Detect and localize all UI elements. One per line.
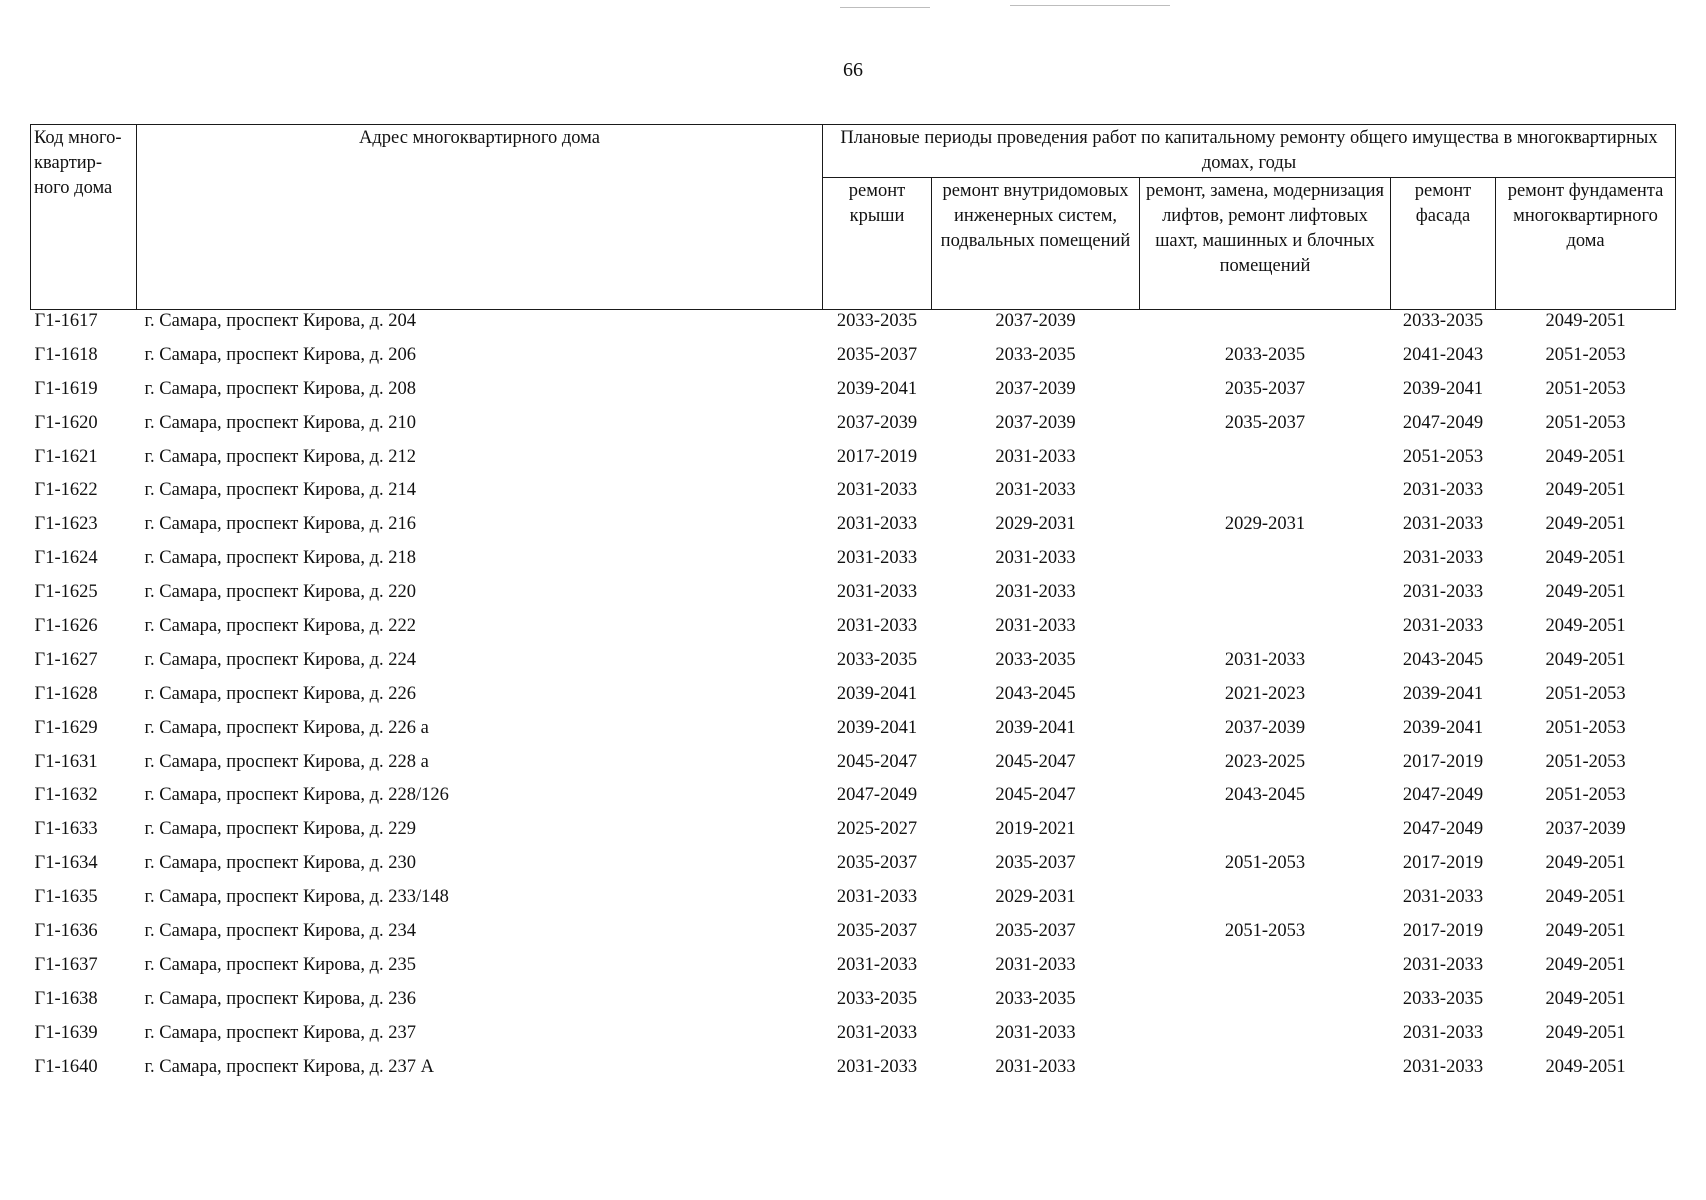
cell-systems: 2045-2047 (995, 751, 1076, 772)
cell-elevators: 2033-2035 (1224, 344, 1306, 365)
cell-roof: 2037-2039 (836, 412, 918, 433)
cell-address: г. Самара, проспект Кирова, д. 214 (144, 480, 417, 501)
header-foundation: ремонт фундамента многоквартирного дома (1496, 178, 1676, 310)
table-row (31, 412, 1676, 446)
cell-facade: 2039-2041 (1402, 378, 1484, 399)
cell-foundation: 2049-2051 (1545, 921, 1626, 942)
cell-code: Г1-1635 (34, 887, 98, 908)
cell-code: Г1-1640 (34, 1056, 98, 1077)
cell-facade: 2031-2033 (1402, 582, 1484, 603)
cell-systems: 2019-2021 (995, 819, 1076, 840)
cell-facade: 2041-2043 (1402, 344, 1484, 365)
cell-foundation: 2049-2051 (1545, 616, 1626, 637)
cell-elevators: 2029-2031 (1224, 514, 1306, 535)
cell-roof: 2031-2033 (836, 616, 918, 637)
table-row (31, 920, 1676, 954)
cell-foundation: 2051-2053 (1545, 683, 1626, 704)
cell-roof: 2035-2037 (836, 344, 918, 365)
cell-elevators (1140, 615, 1391, 649)
cell-address: г. Самара, проспект Кирова, д. 233/148 (144, 887, 449, 908)
cell-roof: 2035-2037 (836, 921, 918, 942)
cell-foundation: 2049-2051 (1545, 480, 1626, 501)
cell-code: Г1-1623 (34, 514, 98, 535)
table-row (31, 886, 1676, 920)
table-row (31, 717, 1676, 751)
cell-elevators: 2043-2045 (1224, 785, 1306, 806)
page-number: 66 (843, 59, 863, 81)
header-periods-group: Плановые периоды проведения работ по капитальному ремонту общего имущества в многоквартирных домах, годы (823, 125, 1676, 178)
cell-roof: 2035-2037 (836, 853, 918, 874)
cell-systems: 2035-2037 (995, 853, 1076, 874)
cell-elevators (1140, 886, 1391, 920)
cell-systems: 2031-2033 (995, 1056, 1076, 1077)
cell-foundation: 2049-2051 (1545, 446, 1626, 467)
cell-facade: 2039-2041 (1402, 717, 1484, 738)
cell-systems: 2031-2033 (995, 616, 1076, 637)
cell-roof: 2047-2049 (836, 785, 918, 806)
cell-facade: 2017-2019 (1402, 853, 1484, 874)
cell-systems: 2043-2045 (995, 683, 1076, 704)
repair-schedule-table (30, 124, 1676, 1089)
table-row (31, 547, 1676, 581)
cell-code: Г1-1625 (34, 582, 98, 603)
cell-elevators (1140, 818, 1391, 852)
cell-code: Г1-1637 (34, 954, 98, 975)
cell-foundation: 2049-2051 (1545, 853, 1626, 874)
header-address: Адрес многоквартирного дома (137, 125, 823, 310)
cell-address: г. Самара, проспект Кирова, д. 229 (144, 819, 417, 840)
cell-address: г. Самара, проспект Кирова, д. 237 А (144, 1056, 435, 1077)
table-row (31, 649, 1676, 683)
table-row (31, 513, 1676, 547)
header-code: Код много-квартир-ного дома (31, 125, 137, 310)
scan-artifact-line (840, 7, 930, 8)
cell-systems: 2033-2035 (995, 344, 1076, 365)
cell-code: Г1-1619 (34, 378, 98, 399)
cell-foundation: 2051-2053 (1545, 785, 1626, 806)
cell-address: г. Самара, проспект Кирова, д. 220 (144, 582, 417, 603)
cell-foundation: 2049-2051 (1545, 582, 1626, 603)
cell-address: г. Самара, проспект Кирова, д. 206 (144, 344, 417, 365)
cell-code: Г1-1627 (34, 649, 98, 670)
cell-address: г. Самара, проспект Кирова, д. 224 (144, 649, 417, 670)
cell-elevators (1140, 310, 1391, 344)
cell-systems: 2031-2033 (995, 582, 1076, 603)
table-row (31, 683, 1676, 717)
cell-roof: 2033-2035 (836, 988, 918, 1009)
cell-roof: 2045-2047 (836, 751, 918, 772)
header-systems: ремонт внутридомовых инженерных систем, подвальных помещений (932, 178, 1140, 310)
cell-roof: 2031-2033 (836, 1022, 918, 1043)
cell-facade: 2047-2049 (1402, 819, 1484, 840)
cell-foundation: 2049-2051 (1545, 988, 1626, 1009)
cell-facade: 2031-2033 (1402, 548, 1484, 569)
cell-address: г. Самара, проспект Кирова, д. 235 (144, 954, 417, 975)
cell-systems: 2031-2033 (995, 446, 1076, 467)
cell-foundation: 2049-2051 (1545, 514, 1626, 535)
cell-code: Г1-1628 (34, 683, 98, 704)
table-header (31, 125, 1676, 310)
header-elevators: ремонт, замена, модернизация лифтов, ремонт лифтовых шахт, машинных и блочных помещений (1140, 178, 1391, 310)
cell-elevators: 2051-2053 (1224, 853, 1306, 874)
cell-foundation: 2049-2051 (1545, 954, 1626, 975)
cell-facade: 2033-2035 (1402, 311, 1484, 331)
cell-roof: 2039-2041 (836, 378, 918, 399)
cell-address: г. Самара, проспект Кирова, д. 210 (144, 412, 417, 433)
header-roof: ремонт крыши (823, 178, 932, 310)
cell-foundation: 2051-2053 (1545, 717, 1626, 738)
cell-address: г. Самара, проспект Кирова, д. 237 (144, 1022, 417, 1043)
cell-facade: 2033-2035 (1402, 988, 1484, 1009)
cell-foundation: 2049-2051 (1545, 311, 1626, 331)
cell-address: г. Самара, проспект Кирова, д. 228/126 (144, 785, 449, 806)
cell-facade: 2051-2053 (1402, 446, 1484, 467)
cell-facade: 2031-2033 (1402, 480, 1484, 501)
cell-foundation: 2049-2051 (1545, 649, 1626, 670)
table-row (31, 784, 1676, 818)
cell-roof: 2017-2019 (836, 446, 918, 467)
cell-elevators (1140, 479, 1391, 513)
cell-code: Г1-1636 (34, 921, 98, 942)
cell-roof: 2025-2027 (836, 819, 918, 840)
cell-facade: 2031-2033 (1402, 514, 1484, 535)
cell-elevators: 2035-2037 (1224, 378, 1306, 399)
cell-foundation: 2049-2051 (1545, 548, 1626, 569)
cell-code: Г1-1618 (34, 344, 98, 365)
table-row (31, 615, 1676, 649)
cell-roof: 2031-2033 (836, 582, 918, 603)
cell-systems: 2037-2039 (995, 311, 1076, 331)
cell-address: г. Самара, проспект Кирова, д. 228 а (144, 751, 429, 772)
cell-address: г. Самара, проспект Кирова, д. 236 (144, 988, 417, 1009)
cell-address: г. Самара, проспект Кирова, д. 212 (144, 446, 417, 467)
table-row (31, 988, 1676, 1022)
cell-code: Г1-1626 (34, 616, 98, 637)
table-row (31, 1056, 1676, 1090)
cell-facade: 2043-2045 (1402, 649, 1484, 670)
cell-elevators: 2031-2033 (1224, 649, 1306, 670)
table-row (31, 310, 1676, 344)
cell-facade: 2047-2049 (1402, 785, 1484, 806)
cell-address: г. Самара, проспект Кирова, д. 226 (144, 683, 417, 704)
cell-code: Г1-1638 (34, 988, 98, 1009)
cell-facade: 2031-2033 (1402, 954, 1484, 975)
cell-code: Г1-1621 (34, 446, 98, 467)
cell-code: Г1-1631 (34, 751, 98, 772)
cell-systems: 2033-2035 (995, 988, 1076, 1009)
cell-elevators (1140, 1056, 1391, 1090)
cell-systems: 2039-2041 (995, 717, 1076, 738)
cell-systems: 2037-2039 (995, 412, 1076, 433)
cell-code: Г1-1622 (34, 480, 98, 501)
cell-address: г. Самара, проспект Кирова, д. 208 (144, 378, 417, 399)
cell-roof: 2031-2033 (836, 1056, 918, 1077)
cell-address: г. Самара, проспект Кирова, д. 226 а (144, 717, 429, 738)
cell-foundation: 2037-2039 (1545, 819, 1626, 840)
cell-code: Г1-1634 (34, 853, 98, 874)
table-row (31, 378, 1676, 412)
cell-systems: 2029-2031 (995, 514, 1076, 535)
cell-foundation: 2049-2051 (1545, 1022, 1626, 1043)
cell-systems: 2031-2033 (995, 480, 1076, 501)
cell-code: Г1-1633 (34, 819, 98, 840)
cell-elevators: 2051-2053 (1224, 921, 1306, 942)
cell-code: Г1-1629 (34, 717, 98, 738)
cell-code: Г1-1617 (34, 311, 98, 331)
cell-elevators (1140, 446, 1391, 480)
cell-roof: 2039-2041 (836, 683, 918, 704)
cell-roof: 2033-2035 (836, 649, 918, 670)
cell-facade: 2031-2033 (1402, 616, 1484, 637)
cell-systems: 2029-2031 (995, 887, 1076, 908)
cell-elevators (1140, 954, 1391, 988)
cell-facade: 2047-2049 (1402, 412, 1484, 433)
cell-address: г. Самара, проспект Кирова, д. 234 (144, 921, 417, 942)
table-row (31, 954, 1676, 988)
cell-foundation: 2051-2053 (1545, 412, 1626, 433)
cell-address: г. Самара, проспект Кирова, д. 218 (144, 548, 417, 569)
cell-address: г. Самара, проспект Кирова, д. 230 (144, 853, 417, 874)
cell-facade: 2017-2019 (1402, 921, 1484, 942)
cell-foundation: 2049-2051 (1545, 1056, 1626, 1077)
cell-facade: 2039-2041 (1402, 683, 1484, 704)
cell-elevators: 2023-2025 (1224, 751, 1306, 772)
table-row (31, 344, 1676, 378)
cell-facade: 2031-2033 (1402, 887, 1484, 908)
cell-roof: 2031-2033 (836, 548, 918, 569)
cell-facade: 2017-2019 (1402, 751, 1484, 772)
cell-code: Г1-1620 (34, 412, 98, 433)
table-body (31, 310, 1676, 1090)
cell-elevators: 2021-2023 (1224, 683, 1306, 704)
cell-facade: 2031-2033 (1402, 1022, 1484, 1043)
cell-elevators: 2035-2037 (1224, 412, 1306, 433)
cell-foundation: 2051-2053 (1545, 344, 1626, 365)
cell-address: г. Самара, проспект Кирова, д. 222 (144, 616, 417, 637)
table-row (31, 479, 1676, 513)
cell-elevators: 2037-2039 (1224, 717, 1306, 738)
cell-foundation: 2051-2053 (1545, 751, 1626, 772)
header-facade: ремонт фасада (1391, 178, 1496, 310)
cell-systems: 2031-2033 (995, 954, 1076, 975)
cell-address: г. Самара, проспект Кирова, д. 204 (144, 311, 417, 331)
table-row (31, 581, 1676, 615)
cell-elevators (1140, 581, 1391, 615)
cell-roof: 2031-2033 (836, 480, 918, 501)
cell-systems: 2037-2039 (995, 378, 1076, 399)
table-row (31, 852, 1676, 886)
cell-elevators (1140, 988, 1391, 1022)
table-row (31, 751, 1676, 785)
cell-foundation: 2049-2051 (1545, 887, 1626, 908)
cell-elevators (1140, 547, 1391, 581)
cell-systems: 2045-2047 (995, 785, 1076, 806)
cell-roof: 2031-2033 (836, 954, 918, 975)
cell-systems: 2031-2033 (995, 1022, 1076, 1043)
cell-roof: 2031-2033 (836, 887, 918, 908)
cell-facade: 2031-2033 (1402, 1056, 1484, 1077)
cell-address: г. Самара, проспект Кирова, д. 216 (144, 514, 417, 535)
cell-systems: 2031-2033 (995, 548, 1076, 569)
table-row (31, 818, 1676, 852)
cell-code: Г1-1632 (34, 785, 98, 806)
cell-foundation: 2051-2053 (1545, 378, 1626, 399)
cell-systems: 2033-2035 (995, 649, 1076, 670)
scan-artifact-line (1010, 5, 1170, 6)
cell-code: Г1-1639 (34, 1022, 98, 1043)
cell-roof: 2031-2033 (836, 514, 918, 535)
table-row (31, 1022, 1676, 1056)
cell-roof: 2033-2035 (836, 311, 918, 331)
cell-code: Г1-1624 (34, 548, 98, 569)
cell-elevators (1140, 1022, 1391, 1056)
table-row (31, 446, 1676, 480)
cell-systems: 2035-2037 (995, 921, 1076, 942)
cell-roof: 2039-2041 (836, 717, 918, 738)
